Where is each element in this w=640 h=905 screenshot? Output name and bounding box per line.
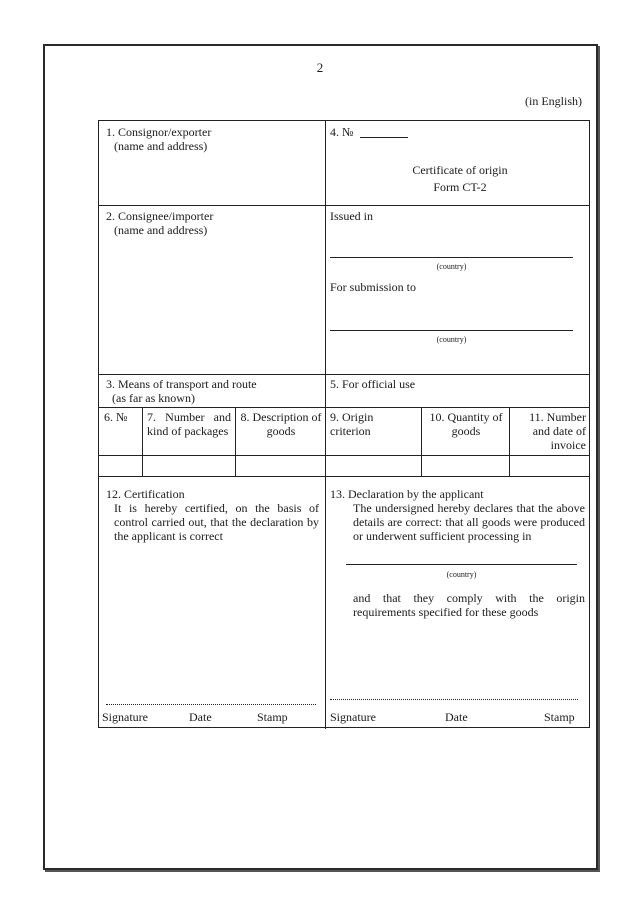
center-divider (325, 121, 326, 374)
box12-signature-line (106, 704, 316, 705)
certificate-title: Certificate of origin (412, 163, 508, 177)
col10-header: 10. Quantity of goods (429, 410, 503, 438)
row-divider (99, 374, 589, 375)
form-name: Form CT-2 (433, 180, 487, 194)
col-divider (142, 407, 143, 476)
col6-header: 6. № (104, 410, 128, 424)
col7-header: 7. Number and kind of packages (147, 410, 231, 438)
box1-subtitle: (name and address) (114, 139, 208, 153)
box4-number-line (360, 137, 408, 138)
box13-country-line (346, 564, 577, 565)
submission-country-caption: (country) (436, 335, 467, 344)
box13-signature: Signature (330, 710, 376, 724)
box12-stamp: Stamp (257, 710, 288, 724)
box4-title: 4. № (330, 125, 354, 139)
issued-country-line (330, 257, 573, 258)
box2-subtitle: (name and address) (114, 223, 208, 237)
row-divider (99, 205, 589, 206)
col-divider (421, 407, 422, 476)
box3-title: 3. Means of transport and route (106, 377, 257, 391)
col8-header: 8. Description of goods (240, 410, 322, 438)
box13-stamp: Stamp (544, 710, 575, 724)
box1-title: 1. Consignor/exporter (106, 125, 212, 139)
row-divider (99, 476, 589, 477)
box13-date: Date (445, 710, 468, 724)
box3-box5-divider (325, 374, 326, 407)
box2-title: 2. Consignee/importer (106, 209, 214, 223)
issued-country-caption: (country) (436, 262, 467, 271)
box3-subtitle: (as far as known) (112, 391, 195, 405)
issued-in-label: Issued in (330, 209, 373, 223)
col11-header: 11. Number and date of invoice (529, 410, 586, 452)
row-divider (99, 407, 589, 408)
center-divider-lower (325, 476, 326, 729)
box12-date: Date (189, 710, 212, 724)
certificate-form (98, 120, 590, 728)
row-divider (99, 455, 589, 456)
box12-signature: Signature (102, 710, 148, 724)
box13-body1: The undersigned hereby declares that the above details are correct: that all goods were produced or underwent sufficient processing in (353, 501, 585, 543)
submission-label: For submission to (330, 280, 417, 294)
col-divider (325, 407, 326, 476)
box13-signature-line (330, 699, 578, 700)
box13-country-caption: (country) (446, 570, 477, 579)
submission-country-line (330, 330, 573, 331)
col-divider (235, 407, 236, 476)
col-divider (509, 407, 510, 476)
col9-header: 9. Origin criterion (330, 410, 374, 438)
box5-title: 5. For official use (330, 377, 416, 391)
language-note: (in English) (525, 94, 582, 108)
box13-title: 13. Declaration by the applicant (330, 487, 484, 501)
page-number: 2 (316, 60, 324, 75)
box12-body: It is hereby certified, on the basis of control carried out, that the declaration by the applicant is correct (114, 501, 319, 543)
box13-body2: and that they comply with the origin requirements specified for these goods (353, 591, 585, 619)
box12-title: 12. Certification (106, 487, 185, 501)
